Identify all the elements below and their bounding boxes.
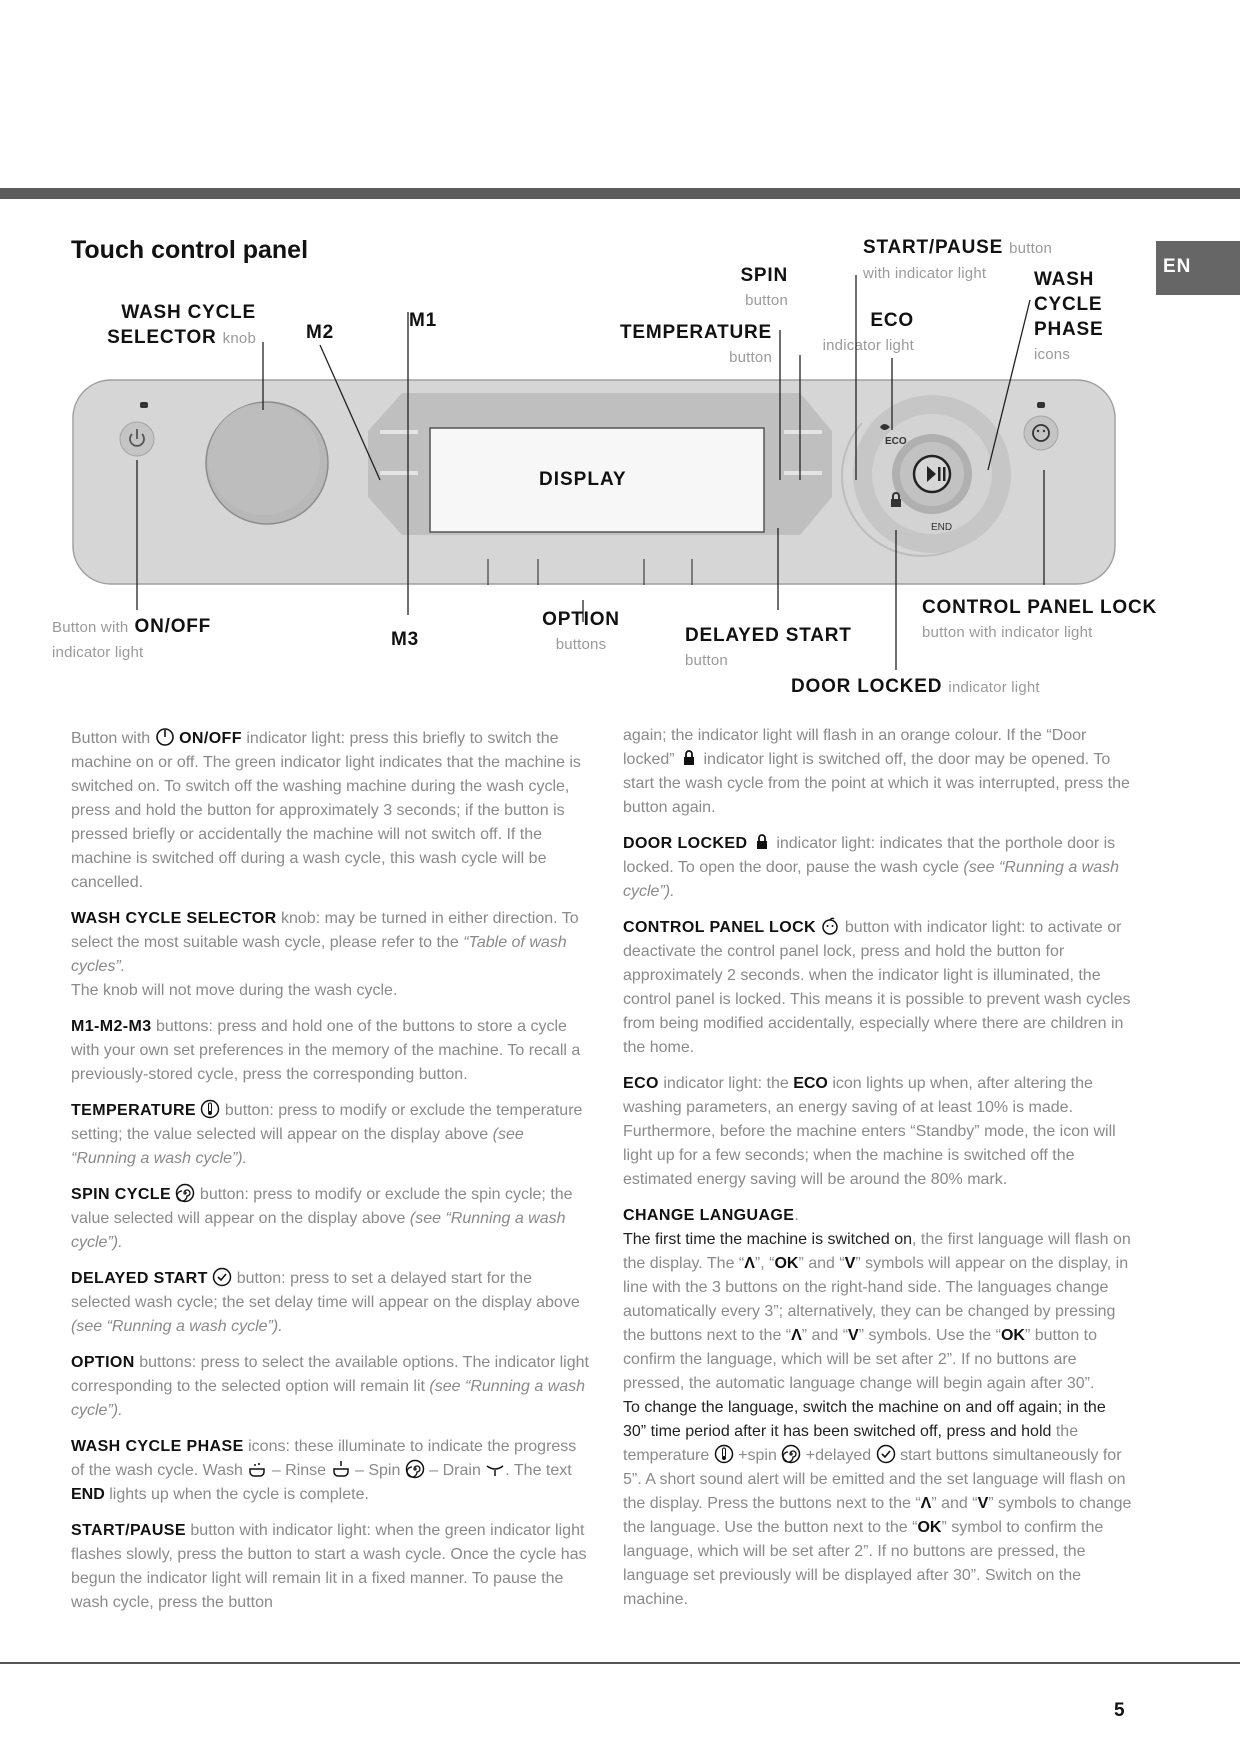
page-title: Touch control panel [71,236,309,264]
para-door-locked: DOOR LOCKED indicator light: indicates that the porthole door is locked. To open the door, pause the wash cycle (see “Running a wash cycle”). [623,832,1133,904]
para-on-off: Button with ON/OFF indicator light: press this briefly to switch the machine on or off. The green indicator light indicates that the machine is switched on. To switch off the washing machine during the wash cycle, press and hold the button for approximately 3 seconds; if the button is pressed briefly or accidentally the machine will not switch off. If the machine is switched off during a wash cycle, this wash cycle will be cancelled. [71,727,589,895]
padlock-icon [679,748,699,768]
label-on-off: Button with ON/OFF indicator light [52,616,212,661]
column-left [71,727,589,1627]
eco-icon-text: ECO [885,436,907,447]
label-control-panel-lock: CONTROL PANEL LOCK button with indicator light [922,597,1158,641]
para-start-pause: START/PAUSE button with indicator light: when the green indicator light flashes slowly, press the button to start a wash cycle. Once the cycle has begun the indicator light will remain lit in a fixed manner. To pause the wash cycle, press the button [71,1522,587,1611]
label-start-pause: START/PAUSE button with indicator light [863,237,1053,282]
label-door-locked: DOOR LOCKED indicator light [791,676,1040,697]
spin-icon-2 [781,1444,801,1464]
para-temperature: TEMPERATURE button: press to modify or exclude the temperature setting; the value selected will appear on the display above (see “Running a wash cycle”). [71,1099,589,1171]
label-delayed-start: DELAYED START button [685,625,852,669]
spin-icon [175,1183,195,1203]
wash-icon [247,1459,267,1479]
column-right [623,724,1133,1624]
para-control-lock: CONTROL PANEL LOCK button with indicator light: to activate or deactivate the control panel lock, press and hold the button for approximately 2 seconds. when the indicator light is illuminated, the control panel is locked. This means it is possible to prevent wash cycles from being modified accidentally, especially where there are children in the home. [623,916,1133,1060]
delay-clock-icon-2 [876,1444,896,1464]
para-continued: again; the indicator light will flash in an orange colour. If the “Door locked” indicator light is switched off, the door may be opened. To start the wash cycle from the point at which it was interrupted, press the button again. [623,727,1130,816]
label-wash-cycle-phase: WASH CYCLE PHASE icons [1034,269,1104,363]
para-eco: ECO indicator light: the ECO icon lights up when, after altering the washing parameters, an energy saving of at least 10% is made. Furthermore, before the machine enters “Standby” mode, the icon will light up for a few seconds; when the machine is switched off the estimated energy saving will be around the 80% mark. [623,1075,1116,1188]
drain-icon [485,1459,505,1479]
thermometer-icon [200,1099,220,1119]
label-eco: ECO indicator light [822,310,914,354]
door-lock-icon [752,832,772,852]
label-m3: M3 [391,629,419,650]
rinse-icon [331,1459,351,1479]
label-temperature: TEMPERATURE button [619,322,772,366]
power-icon [155,727,175,747]
page-number: 5 [1114,1700,1125,1721]
label-m1: M1 [409,310,437,331]
bottom-rule [0,1662,1240,1664]
para-change-language: CHANGE LANGUAGE. The first time the machine is switched on, the first language will flash on the display. The “Λ”, “OK” and “V” symbols will appear on the display, in line with the 3 buttons on the right-hand side. The languages change automatically every 3”; alternatively, they can be changed by pressing the buttons next to the “Λ” and “V” symbols. Use the “OK” button to confirm the language, which will be set after 2”. If no buttons are pressed, the automatic language change will begin again after 30”. To change the language, switch the machine on and off again; in the 30” time period after it has been switched off, press and hold the temperature +spin +delayed start buttons simultaneously for 5”. A short sound alert will be emitted and the set language will flash on the display. Press the buttons next to the “Λ” and “V” symbols to change the language. Use the button next to the “OK” symbol to confirm the language, which will be set after 2”. If no buttons are pressed, the language set previously will be displayed after 30”. Switch on the machine. [623,1207,1132,1608]
spin-phase-icon [405,1459,425,1479]
para-delayed: DELAYED START button: press to set a delayed start for the selected wash cycle; the set delay time will appear on the display above (see “Running a wash cycle”). [71,1267,589,1339]
thermometer-icon-2 [714,1444,734,1464]
child-lock-icon [820,916,840,936]
para-phase: WASH CYCLE PHASE icons: these illuminate to indicate the progress of the wash cycle. Wash – Rinse – Spin – Drain . The text END lights up when the cycle is complete. [71,1438,577,1503]
label-m2: M2 [306,322,334,343]
delay-clock-icon [212,1267,232,1287]
label-wash-cycle-selector: WASH CYCLE SELECTOR knob [107,302,256,348]
para-selector: WASH CYCLE SELECTOR knob: may be turned in either direction. To select the most suitable wash cycle, please refer to the “Table of wash cycles”. The knob will not move during the wash cycle. [71,910,579,999]
para-option: OPTION buttons: press to select the available options. The indicator light corresponding to the selected option will remain lit (see “Running a wash cycle”). [71,1354,589,1419]
para-spin: SPIN CYCLE button: press to modify or exclude the spin cycle; the value selected will appear on the display above (see “Running a wash cycle”). [71,1183,589,1255]
end-icon-text: END [931,522,953,533]
display-label: DISPLAY [539,469,627,490]
para-m123: M1-M2-M3 buttons: press and hold one of the buttons to store a cycle with your own set preferences in the memory of the machine. To recall a previously-stored cycle, press the corresponding button. [71,1018,581,1083]
label-option: OPTION buttons [542,609,620,653]
label-spin: SPIN button [740,265,788,309]
language-tab: EN [1156,241,1240,295]
